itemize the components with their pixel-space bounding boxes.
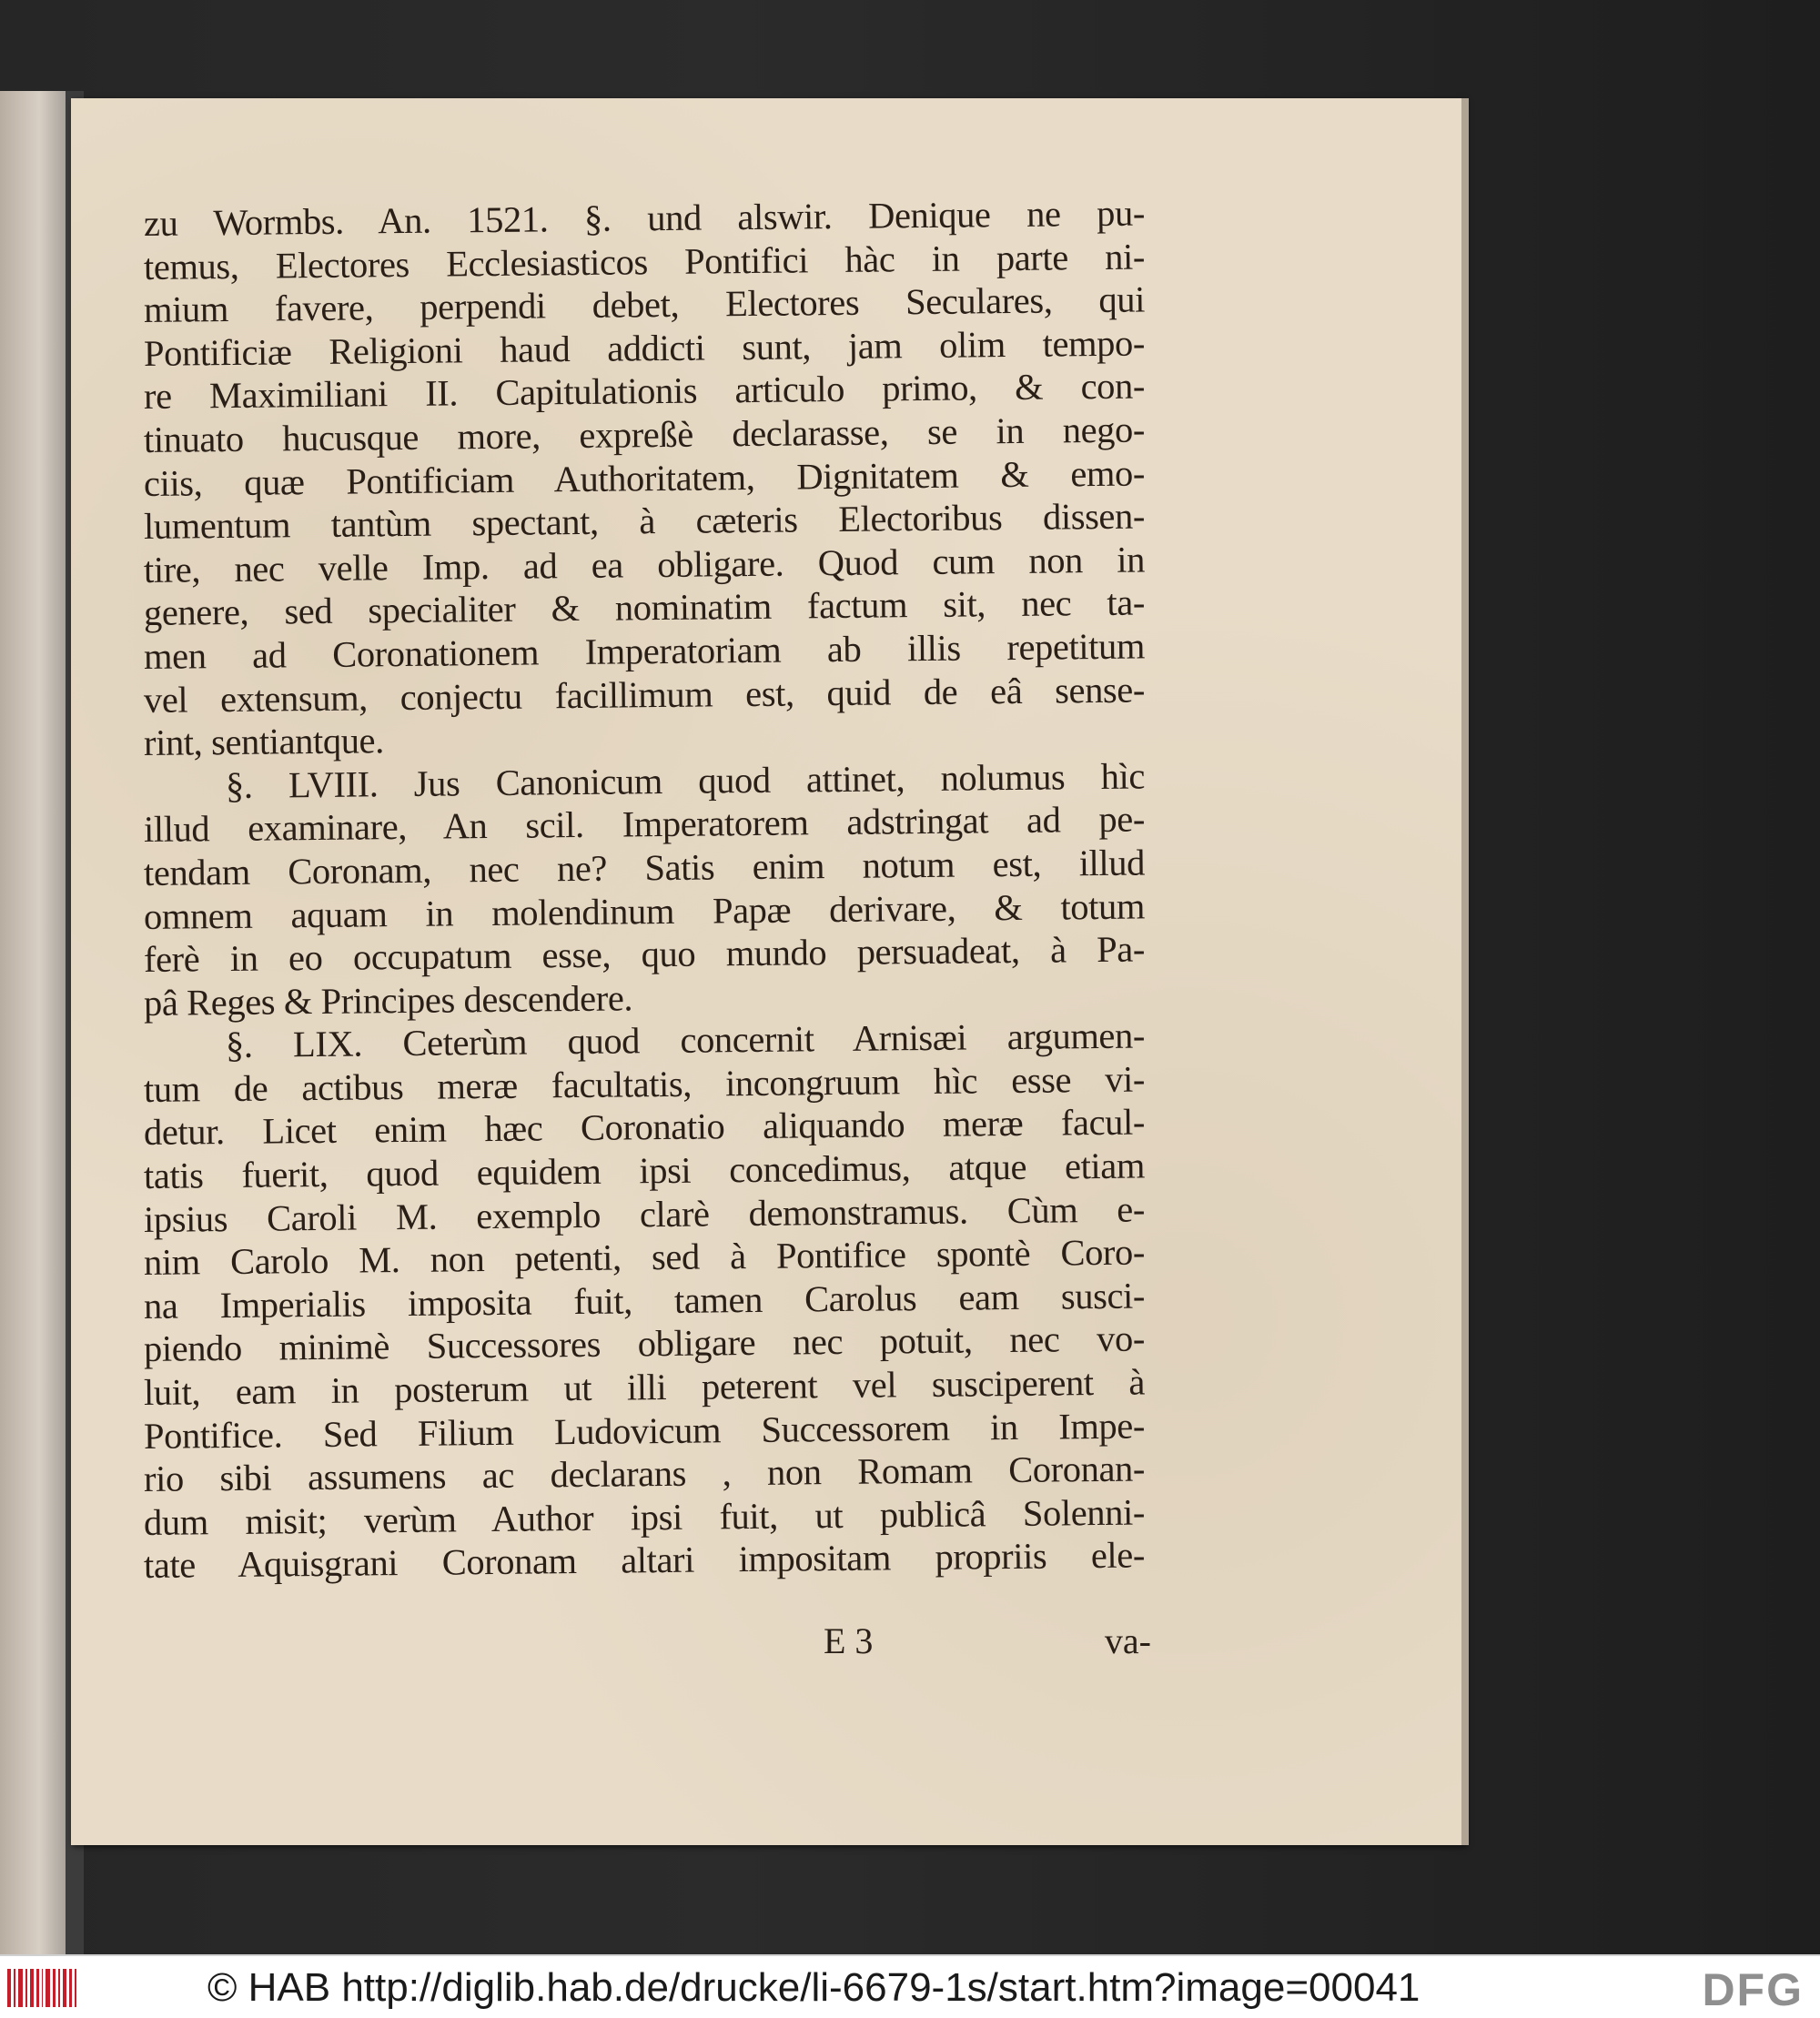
- copyright-link[interactable]: © HAB http://diglib.hab.de/drucke/li-6679-1s/start.htm?image=00041: [207, 1965, 1421, 2010]
- text-line: tum de actibus meræ facultatis, incongruum hìc esse vi-: [143, 1058, 1146, 1110]
- text-line: ipsius Caroli M. exemplo clarè demonstramus. Cùm e-: [143, 1188, 1146, 1240]
- left-page-edge: [0, 91, 66, 1954]
- text-line: nim Carolo M. non petenti, sed à Pontifice spontè Coro-: [143, 1231, 1146, 1284]
- text-line: tendam Coronam, nec ne? Satis enim notum est, illud: [143, 842, 1146, 893]
- signature-mark: E 3: [824, 1620, 874, 1661]
- text-line: piendo minimè Successores obligare nec potuit, nec vo-: [143, 1317, 1146, 1370]
- text-line: vel extensum, conjectu facillimum est, quid de eâ sense-: [143, 669, 1146, 721]
- text-line: detur. Licet enim hæc Coronatio aliquando meræ facul-: [143, 1101, 1146, 1154]
- text-line: men ad Coronationem Imperatoriam ab illis repetitum: [143, 625, 1146, 677]
- text-line: Pontificiæ Religioni haud addicti sunt, jam olim tempo-: [143, 322, 1146, 374]
- text-line: luit, eam in posterum ut illi peterent vel susciperent à: [143, 1361, 1146, 1414]
- text-line: zu Wormbs. An. 1521. §. und alswir. Denique ne pu-: [143, 192, 1146, 244]
- page-footer: [824, 1619, 1151, 1662]
- text-line: rint, sentiantque.: [143, 720, 385, 764]
- text-line: §. LIX. Ceterùm quod concernit Arnisæi argumen-: [225, 1014, 1146, 1066]
- page-text: [143, 192, 1146, 1588]
- text-line: genere, sed specialiter & nominatim factum sit, nec ta-: [143, 581, 1146, 634]
- barcode-icon: [7, 1969, 76, 2007]
- text-line: re Maximiliani II. Capitulationis articulo primo, & con-: [143, 365, 1146, 418]
- text-line: tatis fuerit, quod equidem ipsi concedimus, atque etiam: [143, 1145, 1146, 1197]
- text-line: temus, Electores Ecclesiasticos Pontifici hàc in parte ni-: [143, 236, 1146, 288]
- text-line: pâ Reges & Principes descendere.: [143, 977, 633, 1024]
- text-line: dum misit; verùm Author ipsi fuit, ut publicâ Solenni-: [143, 1491, 1146, 1543]
- text-line: ciis, quæ Pontificiam Authoritatem, Dignitatem & emo-: [143, 452, 1146, 504]
- text-line: §. LVIII. Jus Canonicum quod attinet, nolumus hìc: [225, 755, 1146, 806]
- text-line: omnem aquam in molendinum Papæ derivare, & totum: [143, 884, 1146, 937]
- text-line: ferè in eo occupatum esse, quo mundo persuadeat, à Pa-: [143, 928, 1146, 981]
- text-line: lumentum tantùm spectant, à cæteris Electoribus dissen-: [143, 495, 1146, 548]
- page-edge: [1461, 98, 1469, 1845]
- text-line: illud examinare, An scil. Imperatorem adstringat ad pe-: [143, 798, 1146, 851]
- text-line: tate Aquisgrani Coronam altari impositam propriis ele-: [143, 1534, 1146, 1587]
- catchword: va-: [1104, 1620, 1151, 1661]
- viewer-footer-bar: [0, 1954, 1820, 2018]
- text-line: rio sibi assumens ac declarans , non Romam Coronan-: [143, 1448, 1146, 1500]
- text-line: tire, nec velle Imp. ad ea obligare. Quod cum non in: [143, 539, 1146, 590]
- text-line: tinuato hucusque more, expreßè declarasse, se in nego-: [143, 409, 1146, 460]
- text-line: na Imperialis imposita fuit, tamen Carolus eam susci-: [143, 1275, 1146, 1327]
- text-line: Pontifice. Sed Filium Ludovicum Successorem in Impe-: [143, 1405, 1146, 1457]
- text-line: mium favere, perpendi debet, Electores Seculares, qui: [143, 278, 1146, 331]
- dfg-logo: DFG: [1702, 1964, 1804, 2015]
